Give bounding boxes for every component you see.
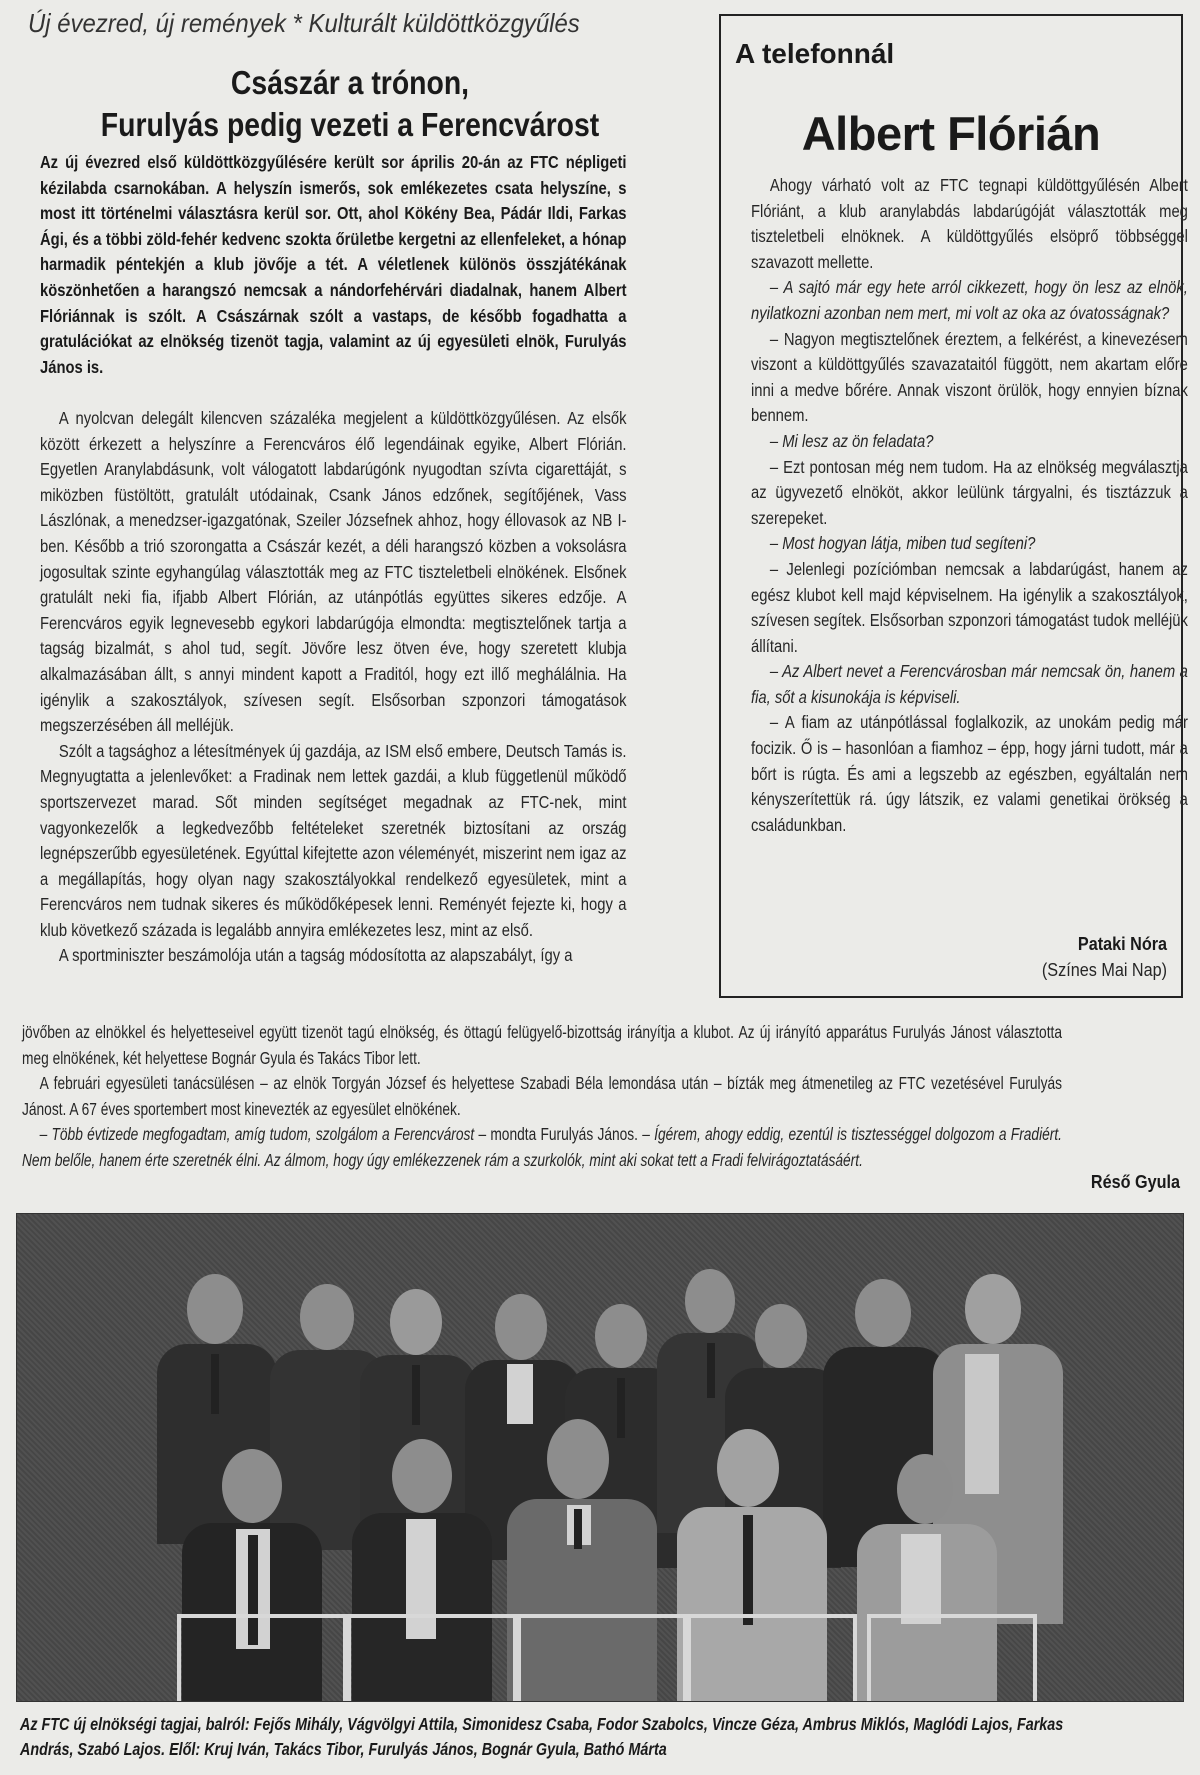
body-paragraph: A februári egyesületi tanácsülésen – az elnök Torgyán József és helyettese Szabadi Béla lemondása után – bízták meg átmenetileg az FTC vezetésével Furulyás Jánost. A 67 éves sportembert most kinevezték az egyesület elnökének. xyxy=(22,1073,1063,1119)
article-kicker: Új évezred, új remények * Kulturált küldöttközgyűlés xyxy=(28,8,580,38)
article-body xyxy=(40,406,627,969)
article-author: Réső Gyula xyxy=(1090,1172,1180,1192)
article-lead xyxy=(40,150,627,380)
sidebar-kicker: A telefonnál xyxy=(735,38,895,69)
interview-question: – Az Albert nevet a Ferencvárosban már nemcsak ön, hanem a fia, sőt a kisunokája is képviseli. xyxy=(751,661,1188,707)
body-paragraph: jövőben az elnökkel és helyetteseivel együtt tizenöt tagú elnökség, és öttagú felügyelő-bizottság irányítja a klubot. Az új irányító apparátus Furulyás Jánost választotta meg elnökének, két helyettese Bognár Gyula és Takács Tibor lett. xyxy=(22,1022,1062,1068)
sidebar-byline xyxy=(1042,931,1167,983)
interview-answer: – Jelenlegi pozíciómban nemcsak a labdarúgást, hanem az egész klubot kell majd képviselnem. Ha igénylik a szakosztályok, szívesen segítek. Elsősorban szponzori támogatást tudok melléjük állítani. xyxy=(751,558,1188,656)
body-paragraph: A sportminiszter beszámolója után a tagság módosította az alapszabályt, így a xyxy=(58,945,573,966)
interview-question: – Mi lesz az ön feladata? xyxy=(769,430,934,451)
quote-paragraph xyxy=(22,1122,1062,1173)
chair xyxy=(517,1614,687,1702)
quote-part-2: – Ígérem, ahogy eddig, ezentúl is tisztességgel dolgozom a Fradiért. Nem belőle, hanem érte szeretnék élni. Az álmom, hogy úgy emlékezzenek rám a szurkolók, mint aki sokat tett a Fradi felvirágoztatásáért. xyxy=(22,1124,1063,1170)
interview-answer: – A fiam az utánpótlással foglalkozik, az unokám pedig már focizik. Ő is – hasonlóan a fiamhoz – épp, hogy járni tudott, már a bőrt is rúgta. És ami a legszebb az egészben, egyáltalán nem kényszerítettük rá. úgy látszik, ez valami genetikai örökség a családunkban. xyxy=(751,712,1188,835)
interview-question: – A sajtó már egy hete arról cikkezett, hogy ön lesz az elnök, nyilatkozni azonban nem mert, mi volt az oka az óvatosságnak? xyxy=(751,277,1188,323)
chair xyxy=(687,1614,857,1702)
chair xyxy=(347,1614,517,1702)
headline-line-2: Furulyás pedig vezeti a Ferencvárost xyxy=(100,106,600,143)
chair xyxy=(867,1614,1037,1702)
sidebar-interview-box xyxy=(719,14,1188,998)
article-body-wide xyxy=(22,1020,1062,1174)
body-paragraph: Szólt a tagsághoz a létesítmények új gazdája, az ISM első embere, Deutsch Tamás is. Megnyugtatta a jelenlevőket: a Fradinak nem lettek gazdái, a klub függetlenül működő sportszervezet marad. Sőt minden segítséget megadnak az FTC-nek, mint vagyonkezelők a legkedvezőbb feltételeket szeretnék biztosítani az ország legnépszerűbb egyesületének. Egyúttal kifejtette azon véleményét, miszerint nem igaz az a megállapítás, hogy olyan nagy szakosztályokkal rendelkező egyesületek, mint a Ferencváros nem tudnak sikeres és működőképesek lenni. Reményét fejezte ki, hogy a klub következő százada is legalább annyira emlékezetes lesz, mint az első. xyxy=(40,740,627,940)
lead-paragraph: Az új évezred első küldöttközgyűlésére került sor április 20-án az FTC népligeti kézilabda csarnokában. A helyszín ismerős, sok emlékezetes csata helyszíne, s most itt történelmi választásra kerül sor. Ott, ahol Kökény Bea, Pádár Ildi, Farkas Ági, és a többi zöld-fehér kedvenc szokta őrületbe kergetni az ellenfeleket, a hónap harmadik péntekjén a klub jövője a tét. A véletlenek különös összjátékának köszönhetően a harangszó nemcsak a nándorfehérvári diadalnak, hanem Albert Flóriánnak is szólt. A Császárnak szólt a vastaps, de később fogadhatta a gratulációkat az elnökség tizenöt tagja, valamint az új egyesületi elnök, Furulyás János is. xyxy=(40,152,627,377)
chair xyxy=(177,1614,347,1702)
body-paragraph: A nyolcvan delegált kilencven százaléka megjelent a küldöttközgyűlésen. Az elsők között érkezett a helyszínre a Ferencváros élő legendáinak egyike, Albert Flórián. Egyetlen Aranylabdásunk, volt válogatott labdarúgónk nyugodtan szívta cigarettáját, s miközben füstöltött, gratulált utódainak, Csank János edzőnek, segítőjének, Vass Lászlónak, a menedzser-igazgatónak, Szeiler Józsefnek ahhoz, hogy éllovasok az NB I-ben. Később a trió szorongatta a Császár kezét, a déli harangszó közben a voksolásra jogosultak szinte egyhangúlag választották meg az FTC tiszteletbeli elnökének. Elsőnek gratulált neki fia, ifjabb Albert Flórián, az utánpótlás együttes sikeres edzője. A Ferencváros egyik legnevesebb egykori labdarúgója elmondta: megtisztelőnek tartja a tagság bizalmát, s ahol tud, segít. Jövőre lesz ötven éve, hogy szeretett klubja alkalmazásában állt, s annyi mindent kapott a Fraditól, hogy ezt illő meghálálnia. Ha igénylik a szakosztályok, szívesen segít. Elsősorban szponzori támogatások megszerzésében áll melléjük. xyxy=(40,408,627,736)
headline-line-1: Császár a trónon, xyxy=(230,64,470,101)
interview-answer: – Ezt pontosan még nem tudom. Ha az elnökség megválasztja az ügyvezető elnököt, akkor leülünk tárgyalni, és tisztázzuk a szerepeket. xyxy=(751,456,1188,528)
photo-caption: Az FTC új elnökségi tagjai, balról: Fejős Mihály, Vágvölgyi Attila, Simonidesz Csaba, Fodor Szabolcs, Vincze Géza, Ambrus Miklós, Maglódi Lajos, Farkas András, Szabó Lajos. Elől: Kruj Iván, Takács Tibor, Furulyás János, Bognár Gyula, Bathó Márta xyxy=(20,1714,1064,1759)
sidebar-title: Albert Flórián xyxy=(801,107,1101,160)
sidebar-text xyxy=(751,173,1188,838)
article-headline xyxy=(66,62,634,146)
quote-attribution: – mondta Furulyás János. xyxy=(474,1124,643,1145)
quote-part-1: – Több évtizede megfogadtam, amíg tudom, szolgálom a Ferencvárost xyxy=(39,1124,475,1145)
interview-answer: – Nagyon megtisztelőnek éreztem, a felkérést, a kinevezésem viszont a küldöttgyűlés szavazataitól függött, nem akartam előre inni a medve bőrére. Annak viszont örülök, hogy ennyien bíznak bennem. xyxy=(751,328,1188,426)
sidebar-source: (Színes Mai Nap) xyxy=(1041,960,1167,980)
sidebar-author: Pataki Nóra xyxy=(1077,934,1167,954)
interview-question: – Most hogyan látja, miben tud segíteni? xyxy=(769,533,1036,554)
sidebar-paragraph: Ahogy várható volt az FTC tegnapi küldöttgyűlésén Albert Flóriánt, a klub aranylabdás labdarúgóját választották meg tiszteletbeli elnöknek. A küldöttgyűlés elsöprő többséggel szavazott mellette. xyxy=(751,175,1188,272)
group-photo xyxy=(16,1213,1184,1702)
